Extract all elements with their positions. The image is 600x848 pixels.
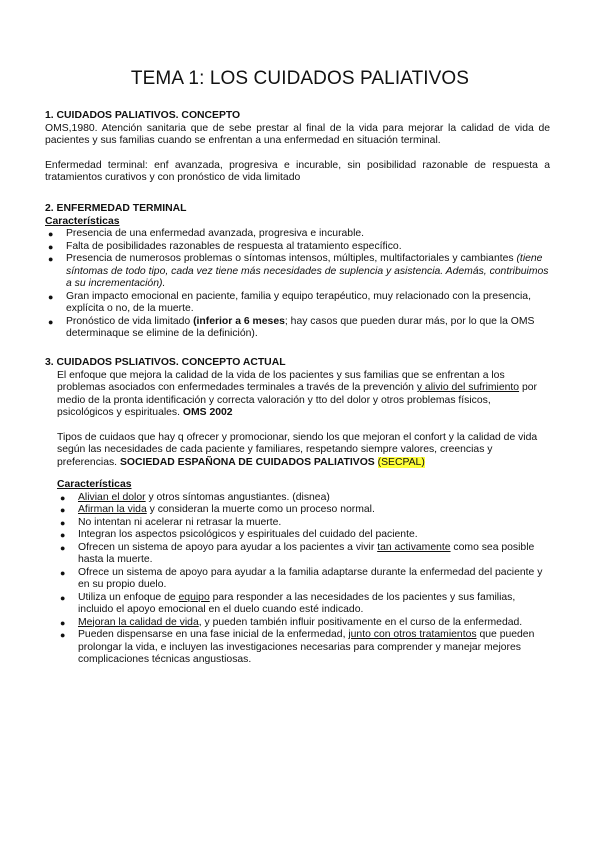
bullet-icon: ● [48, 229, 54, 239]
list-item: ● Falta de posibilidades razonables de respuesta al tratamiento específico. [48, 240, 402, 252]
list-item: ● Pronóstico de vida limitado (inferior a 6 meses; hay casos que pueden durar más, por lo que la OMS determinaque se elimine de la definición). [48, 315, 535, 339]
list-item: ● Pueden dispensarse en una fase inicial de la enfermedad, junto con otros tratamientos que pueden prolongar la vida, e incluyen las investigaciones necesarias para comprender y manejar mejores complicaciones técnicas angustiosas. [60, 629, 535, 665]
bullet-icon: ● [60, 517, 66, 528]
bullet-icon: ● [60, 592, 66, 603]
list-item: ● Integran los aspectos psicológicos y espirituales del cuidado del paciente. [60, 529, 418, 540]
section-3 [45, 357, 550, 667]
bullet-icon: ● [60, 542, 66, 553]
section-1 [45, 110, 550, 185]
section-2-list [45, 228, 550, 341]
section-3-subheading: Características [57, 479, 132, 490]
section-3-list [45, 492, 550, 667]
list-item: ● Utiliza un enfoque de equipo para responder a las necesidades de los pacientes y sus familias, incluido el apoyo emocional en el duelo cuando esté indicado. [60, 591, 516, 615]
list-item: ● Gran impacto emocional en paciente, familia y equipo terapéutico, muy relacionado con la presencia, explícita o no, de la muerte. [48, 290, 531, 314]
list-item: ● Afirman la vida y consideran la muerte como un proceso normal. [60, 504, 375, 515]
bullet-icon: ● [60, 617, 66, 628]
section-1-paragraph-1: OMS,1980. Atención sanitaria que de sebe prestar al final de la vida para mejorar la calidad de vida de pacientes y sus familias cuando se enfrentan a una enfermedad en situación terminal. [45, 122, 550, 146]
list-item: ● Alivian el dolor y otros síntomas angustiantes. (disnea) [60, 491, 330, 503]
section-2-heading: 2. ENFERMEDAD TERMINAL [45, 203, 187, 214]
list-item: ● Ofrecen un sistema de apoyo para ayudar a los pacientes a vivir tan activamente como sea posible hasta la muerte. [60, 541, 535, 565]
bullet-icon: ● [60, 505, 66, 515]
bullet-icon: ● [60, 630, 66, 640]
bullet-icon: ● [48, 291, 54, 302]
bullet-icon: ● [60, 492, 66, 503]
list-item: ● No intentan ni acelerar ni retrasar la muerte. [60, 516, 282, 528]
section-3-paragraph-2: Tipos de cuidaos que hay q ofrecer y promocionar, siendo los que mejoran el confort y la calidad de vida según las necesidades de cada paciente y familiares, respetando siempre valores, creencias y preferencias. SOCIEDAD ESPAÑONA DE CUIDADOS PALIATIVOS (SECPAL) [57, 431, 538, 468]
section-2 [45, 203, 550, 341]
list-item: ● Mejoran la calidad de vida, y pueden también influir positivamente en el curso de la enfermedad. [60, 616, 523, 628]
bullet-icon: ● [60, 530, 66, 540]
bullet-icon: ● [48, 241, 54, 252]
page-title: TEMA 1: LOS CUIDADOS PALIATIVOS [130, 68, 470, 89]
bullet-icon: ● [60, 567, 66, 578]
section-1-paragraph-2: Enfermedad terminal: enf avanzada, progresiva e incurable, sin posibilidad razonable de respuesta a tratamientos curativos y con pronóstico de vida limitado [45, 159, 550, 183]
list-item: ● Presencia de una enfermedad avanzada, progresiva e incurable. [48, 228, 365, 239]
section-1-heading: 1. CUIDADOS PALIATIVOS. CONCEPTO [45, 110, 241, 121]
highlighted-text: (SECPAL) [377, 456, 425, 468]
list-item: ● Ofrece un sistema de apoyo para ayudar a la familia adaptarse durante la enfermedad del paciente y en su propio duelo. [60, 566, 543, 590]
bullet-icon: ● [48, 316, 54, 327]
section-3-paragraph-1: El enfoque que mejora la calidad de la vida de los pacientes y sus familias que se enfrentan a los problemas asociados con enfermedades terminales a través de la prevención y alivio del sufrimiento por medio de la pronta identificación y correcta valoración y tto del dolor y otros problemas físicos, psicológicos y espirituales. OMS 2002 [57, 369, 537, 418]
section-2-subheading: Características [45, 215, 120, 227]
list-item: ● Presencia de numerosos problemas o síntomas intensos, múltiples, multifactoriales y cambiantes (tiene síntomas de todo tipo, cada vez tiene más necesidades de suplencia y asistencia. Además, contribuimos a su incrementación). [48, 253, 549, 289]
bullet-icon: ● [48, 254, 54, 264]
section-3-heading: 3. CUIDADOS PSLIATIVOS. CONCEPTO ACTUAL [45, 357, 286, 368]
